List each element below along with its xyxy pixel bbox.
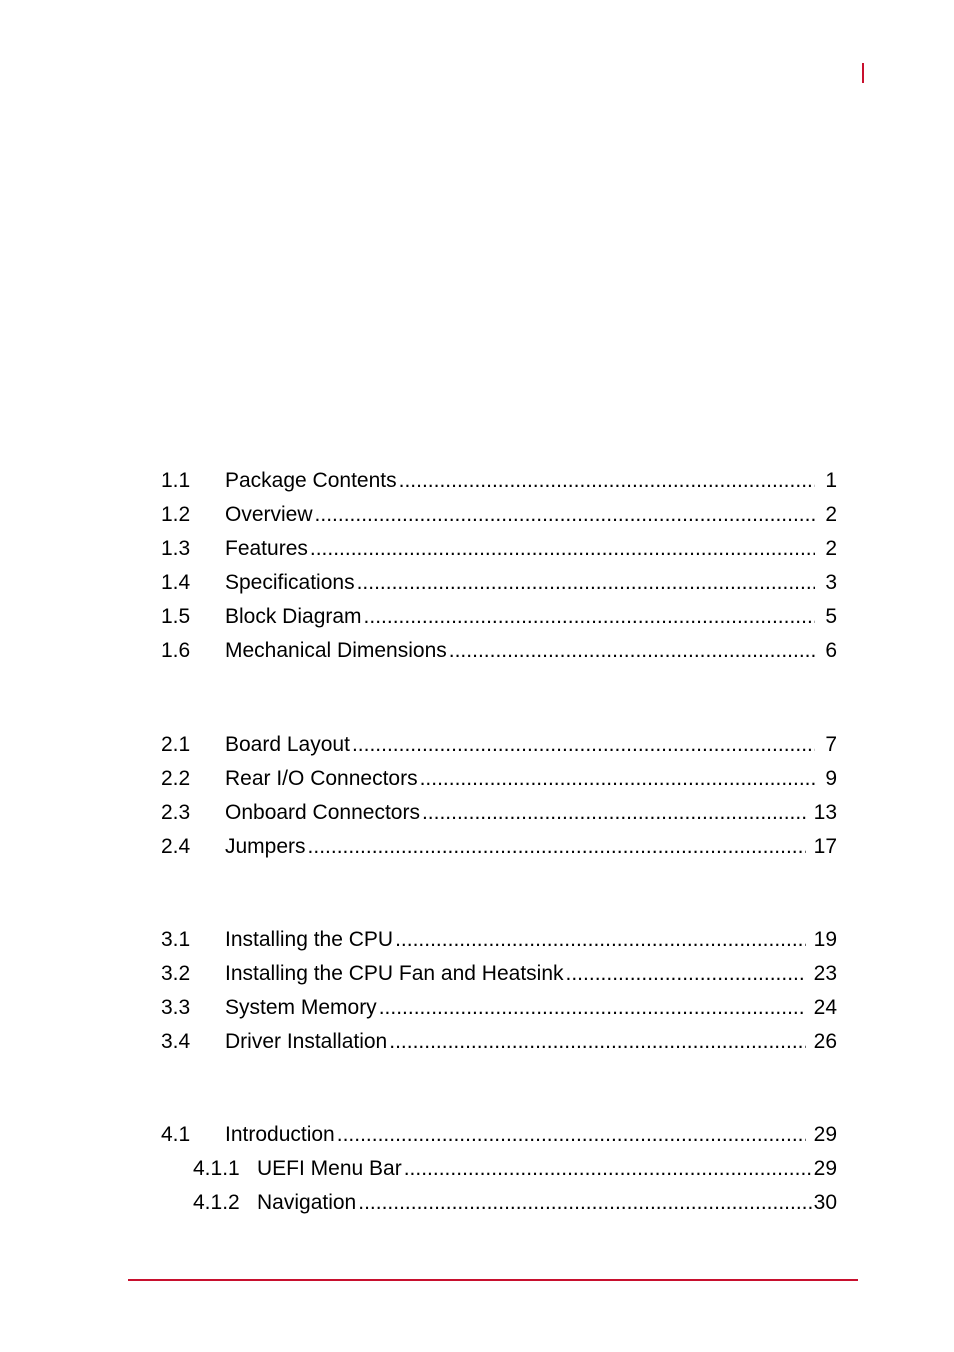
- dot-leader: [310, 537, 815, 561]
- entry-page-number: 5: [825, 605, 837, 628]
- entry-number: 1.4: [161, 571, 191, 594]
- entry-number: 1.6: [161, 639, 191, 662]
- dot-leader: [364, 605, 815, 629]
- entry-title: Overview: [225, 503, 313, 526]
- dot-leader: [395, 928, 806, 952]
- toc-entry[interactable]: [161, 835, 837, 869]
- entry-page-number: 29: [813, 1157, 837, 1180]
- entry-number: 1.5: [161, 605, 191, 628]
- entry-title: Block Diagram: [225, 605, 362, 628]
- entry-title: Mechanical Dimensions: [225, 639, 447, 662]
- dot-leader: [399, 469, 815, 493]
- entry-page-number: 6: [825, 639, 837, 662]
- entry-number: 3.4: [161, 1030, 191, 1053]
- entry-page-number: 17: [813, 835, 837, 858]
- toc-subentry[interactable]: [193, 1191, 837, 1225]
- entry-number: 4.1: [161, 1123, 191, 1146]
- dot-leader: [337, 1123, 806, 1147]
- entry-title: Package Contents: [225, 469, 397, 492]
- toc-subentry[interactable]: [193, 1157, 837, 1191]
- entry-number: 1.2: [161, 503, 191, 526]
- entry-title: Features: [225, 537, 308, 560]
- entry-number: 3.2: [161, 962, 191, 985]
- entry-page-number: 9: [825, 767, 837, 790]
- entry-page-number: 26: [813, 1030, 837, 1053]
- toc-entry[interactable]: [161, 503, 837, 537]
- toc-entry[interactable]: [161, 767, 837, 801]
- toc-entry[interactable]: [161, 962, 837, 996]
- footer-rule: [128, 1279, 858, 1281]
- dot-leader: [358, 1191, 811, 1215]
- toc-entry[interactable]: [161, 1123, 837, 1157]
- toc-entry[interactable]: [161, 801, 837, 835]
- dot-leader: [420, 767, 815, 791]
- entry-number: 2.3: [161, 801, 191, 824]
- entry-title: Installing the CPU: [225, 928, 394, 951]
- toc-entry[interactable]: [161, 571, 837, 605]
- entry-number: 2.2: [161, 767, 191, 790]
- dot-leader: [389, 1030, 805, 1054]
- entry-number: 3.3: [161, 996, 191, 1019]
- dot-leader: [357, 571, 815, 595]
- entry-title: Rear I/O Connectors: [225, 767, 418, 790]
- dot-leader: [449, 639, 815, 663]
- entry-page-number: 3: [825, 571, 837, 594]
- dot-leader: [404, 1157, 812, 1181]
- entry-page-number: 2: [825, 537, 837, 560]
- entry-page-number: 23: [813, 962, 837, 985]
- entry-page-number: 29: [813, 1123, 837, 1146]
- dot-leader: [566, 962, 806, 986]
- entry-page-number: 2: [825, 503, 837, 526]
- entry-number: 2.4: [161, 835, 191, 858]
- toc-entry[interactable]: [161, 996, 837, 1030]
- toc-entry[interactable]: [161, 639, 837, 673]
- entry-title: UEFI Menu Bar: [257, 1157, 402, 1180]
- entry-title: System Memory: [225, 996, 377, 1019]
- toc-entry[interactable]: [161, 605, 837, 639]
- toc-entry[interactable]: [161, 1030, 837, 1064]
- entry-title: Jumpers: [225, 835, 306, 858]
- entry-page-number: 24: [813, 996, 837, 1019]
- dot-leader: [308, 835, 806, 859]
- entry-title: Board Layout: [225, 733, 350, 756]
- dot-leader: [422, 801, 806, 825]
- entry-page-number: 30: [813, 1191, 837, 1214]
- entry-title: Onboard Connectors: [225, 801, 420, 824]
- entry-number: 3.1: [161, 928, 191, 951]
- dot-leader: [352, 733, 815, 757]
- toc-entry[interactable]: [161, 469, 837, 503]
- toc-entry[interactable]: [161, 733, 837, 767]
- entry-number: 2.1: [161, 733, 191, 756]
- entry-number: 4.1.2: [193, 1191, 240, 1214]
- entry-number: 1.1: [161, 469, 191, 492]
- entry-title: Specifications: [225, 571, 355, 594]
- entry-title: Navigation: [257, 1191, 357, 1214]
- entry-title: Driver Installation: [225, 1030, 388, 1053]
- entry-page-number: 13: [813, 801, 837, 824]
- entry-title: Installing the CPU Fan and Heatsink: [225, 962, 564, 985]
- entry-page-number: 7: [825, 733, 837, 756]
- toc-entry[interactable]: [161, 537, 837, 571]
- dot-leader: [379, 996, 806, 1020]
- page-marker-bar: [862, 63, 864, 83]
- entry-number: 4.1.1: [193, 1157, 240, 1180]
- dot-leader: [315, 503, 815, 527]
- entry-number: 1.3: [161, 537, 191, 560]
- entry-title: Introduction: [225, 1123, 335, 1146]
- toc-entry[interactable]: [161, 928, 837, 962]
- entry-page-number: 1: [825, 469, 837, 492]
- entry-page-number: 19: [813, 928, 837, 951]
